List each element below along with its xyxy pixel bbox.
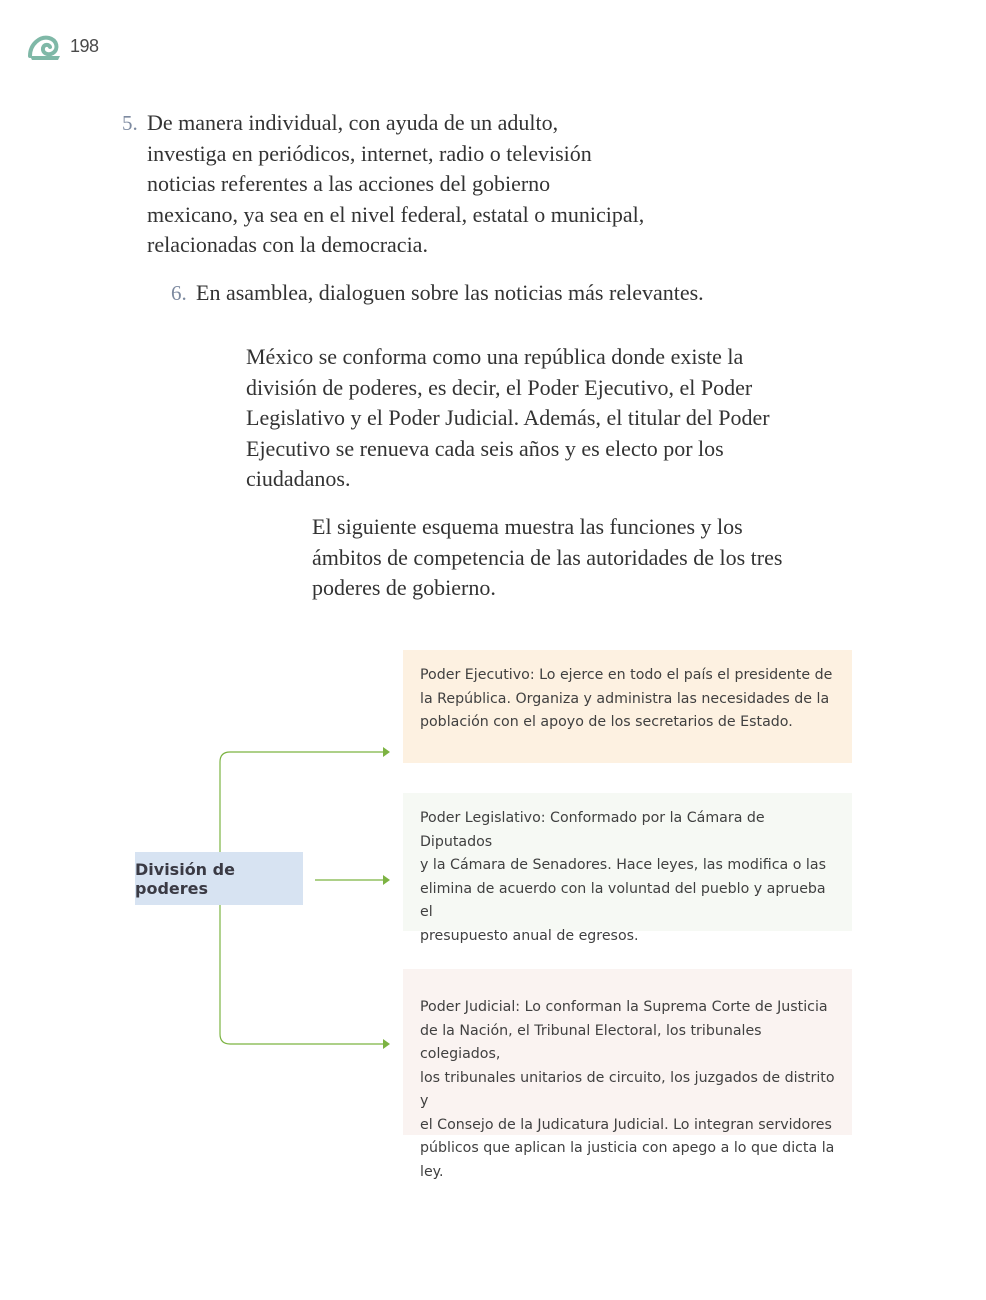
text-line: Poder Ejecutivo: Lo ejerce en todo el país el presidente de [420, 667, 833, 683]
text-line: Poder Legislativo: Conformado por la Cámara de Diputados [420, 810, 765, 850]
text-line: elimina de acuerdo con la voluntad del pueblo y aprueba el [420, 880, 826, 920]
text-line: Ejecutivo se renueva cada seis años y es electo por los [246, 435, 724, 461]
poder-legislativo-box [403, 793, 852, 944]
text-line: población con el apoyo de los secretarios de Estado. [420, 714, 793, 730]
text-line: división de poderes, es decir, el Poder Ejecutivo, el Poder [246, 374, 753, 400]
poder-judicial-box [403, 969, 852, 1180]
text-line: Legislativo y el Poder Judicial. Además, el titular del Poder [246, 405, 770, 430]
arrowhead-legislativo [383, 875, 390, 885]
text-line: presupuesto anual de egresos. [420, 927, 639, 944]
text-line: Poder Judicial: Lo conforman la Suprema Corte de Justicia [420, 999, 828, 1015]
connector-judicial [220, 892, 384, 1044]
text-line: relacionadas con la democracia. [147, 232, 428, 257]
text-line: En asamblea, dialoguen sobre las noticias más relevantes. [196, 280, 704, 305]
text-line: ciudadanos. [246, 466, 351, 491]
text-line: los tribunales unitarios de circuito, los juzgados de distrito y [420, 1069, 835, 1109]
text-line: y la Cámara de Senadores. Hace leyes, las modifica o las [420, 857, 826, 873]
text-line: México se conforma como una república donde existe la [246, 344, 744, 369]
poder-ejecutivo-box [403, 650, 852, 763]
text-line: mexicano, ya sea en el nivel federal, estatal o municipal, [147, 201, 645, 227]
arrowhead-judicial [383, 1039, 390, 1049]
text-line: noticias referentes a las acciones del gobierno [147, 171, 551, 196]
text-line: el Consejo de la Judicatura Judicial. Lo integran servidores [420, 1116, 832, 1133]
connector-ejecutivo [220, 752, 384, 866]
arrowhead-ejecutivo [383, 747, 390, 757]
page-number: 198 [70, 35, 99, 56]
text-line: de la Nación, el Tribunal Electoral, los tribunales colegiados, [420, 1022, 762, 1062]
text-line: ámbitos de competencia de las autoridades de los tres [312, 544, 783, 570]
text-line: De manera individual, con ayuda de un adulto, [147, 110, 559, 135]
text-line: El siguiente esquema muestra las funciones y los [312, 514, 743, 539]
root-label: División de poderes [135, 859, 235, 898]
activity-number-5: 5. [122, 111, 138, 135]
text-line: investiga en periódicos, internet, radio o televisión [147, 140, 592, 166]
diagram-root-box [135, 852, 303, 905]
text-line: poderes de gobierno. [312, 575, 496, 600]
text-line: la República. Organiza y administra las necesidades de la [420, 690, 830, 707]
activity-number-6: 6. [171, 281, 187, 305]
text-line: públicos que aplican la justicia con apego a lo que dicta la ley. [420, 1140, 835, 1180]
